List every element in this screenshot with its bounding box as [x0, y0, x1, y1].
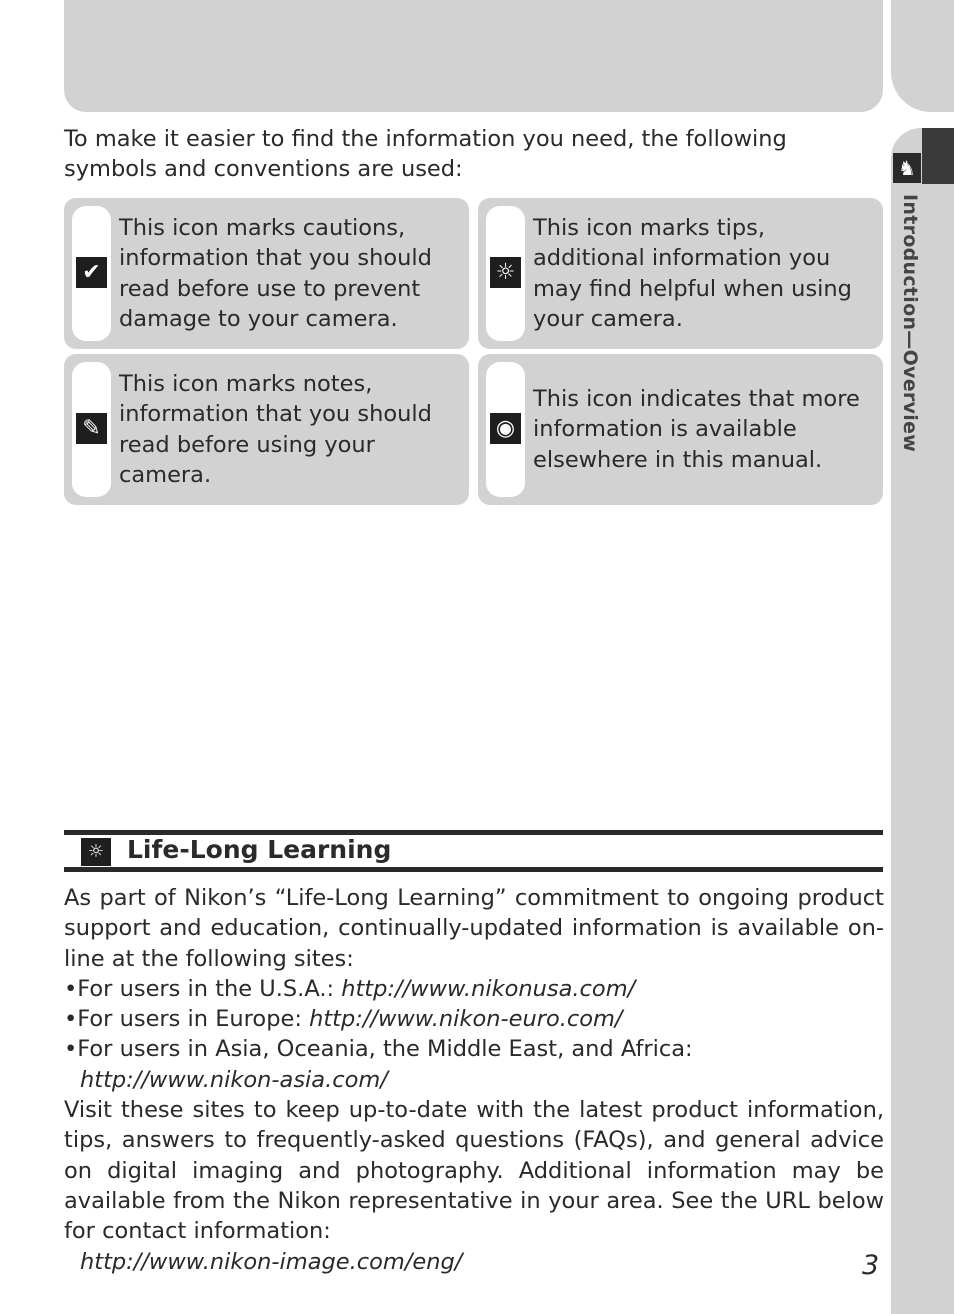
lightbulb-icon: ☼: [490, 257, 521, 288]
section-rule-bottom: [64, 867, 883, 872]
note-symbol-box: [64, 354, 469, 505]
list-item: [64, 1034, 884, 1064]
rooster-icon: ♞: [893, 153, 921, 183]
checkmark-icon: ✔: [76, 257, 107, 288]
list-item: [64, 974, 884, 1004]
life-long-learning-body: [64, 883, 884, 1277]
bullet-label: •For users in the U.S.A.:: [64, 975, 342, 1002]
bullet-label: •For users in Asia, Oceania, the Middle East, and Africa:: [64, 1036, 693, 1063]
usa-url-link[interactable]: http://www.nikonusa.com/: [341, 975, 636, 1002]
eye-icon: ◉: [490, 413, 521, 444]
tip-symbol-box: [478, 198, 883, 349]
pencil-icon: ✎: [76, 413, 107, 444]
section-label: Introduction—Overview: [899, 194, 921, 453]
asia-url-link[interactable]: http://www.nikon-asia.com/: [80, 1066, 388, 1093]
section-tab-marker: [922, 128, 954, 184]
tip-description: This icon marks tips, additional information you may find helpful when using your camera.: [533, 214, 852, 332]
caution-description: This icon marks cautions, information that you should read before use to prevent damage to your camera.: [119, 214, 432, 332]
closing-paragraph: Visit these sites to keep up-to-date with the latest product information, tips, answers to frequently-asked questions (FAQs), and general advice on digital imaging and photography. Additional information may be available from the Nikon representative in your area. See the URL below for contact information:: [64, 1097, 884, 1245]
bullet-label: •For users in Europe:: [64, 1006, 310, 1033]
lightbulb-icon: ☼: [81, 838, 111, 866]
note-description: This icon marks notes, information that you should read before using your camera.: [119, 370, 432, 488]
list-item: [64, 1004, 884, 1034]
europe-url-link[interactable]: http://www.nikon-euro.com/: [309, 1006, 623, 1033]
reference-description: This icon indicates that more information is available elsewhere in this manual.: [533, 385, 860, 473]
section-title: Life-Long Learning: [127, 835, 392, 864]
header-banner: [64, 0, 883, 112]
intro-paragraph: To make it easier to find the information you need, the following symbols and conventions are used:: [64, 126, 787, 182]
caution-symbol-box: [64, 198, 469, 349]
reference-symbol-box: [478, 354, 883, 505]
top-right-rail: [891, 0, 954, 112]
contact-url-link[interactable]: http://www.nikon-image.com/eng/: [80, 1248, 463, 1275]
page-number: 3: [862, 1250, 880, 1281]
intro-paragraph: As part of Nikon’s “Life-Long Learning” commitment to ongoing product support and education, continually-updated information is available on-line at the following sites:: [64, 885, 884, 972]
